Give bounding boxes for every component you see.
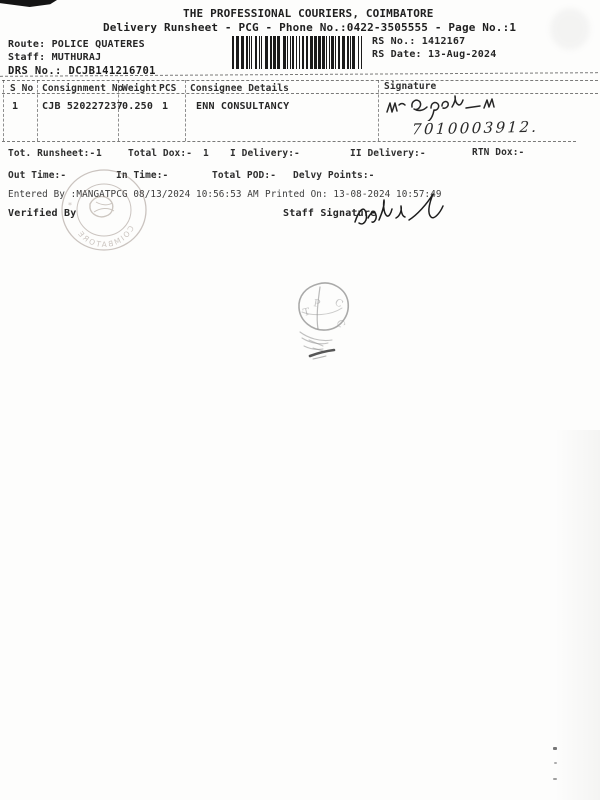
consignee-signature-phone: 7010003912. — [411, 117, 540, 139]
row-pcs: 1 — [162, 101, 169, 112]
rs-date-value: 13-Aug-2024 — [428, 49, 497, 60]
round-stamp — [58, 166, 150, 254]
out-time-label: Out Time:- — [8, 170, 67, 181]
printed-on-line: Printed On: 13-08-2024 10:57:49 — [265, 189, 442, 200]
col-header-consignment: Consignment No — [42, 83, 124, 94]
i-delivery-label: I Delivery:- — [230, 148, 300, 159]
scan-shading — [554, 430, 600, 800]
staff-value: MUTHURAJ — [51, 52, 102, 63]
rs-date-label: RS Date: — [372, 49, 422, 60]
scan-smudge — [550, 8, 590, 50]
round-stamp-text: COIMBATORE — [74, 224, 136, 250]
col-header-signature: Signature — [384, 81, 437, 92]
staff-signature-scribble — [352, 190, 452, 230]
scan-speck — [553, 747, 557, 750]
consignee-signature-scribble — [384, 95, 510, 121]
scan-speck — [554, 762, 557, 764]
in-time-label: In Time:- — [116, 170, 169, 181]
svg-text:C: C — [332, 297, 345, 311]
svg-text:C: C — [333, 318, 347, 331]
barcode-icon — [232, 36, 366, 69]
rs-no-value: 1412167 — [421, 36, 466, 47]
table-top-border — [2, 80, 598, 81]
col-header-weight: Weight — [122, 83, 157, 94]
total-pod-label: Total POD:- — [212, 170, 277, 181]
total-dox-value: 1 — [203, 148, 209, 159]
svg-text:P: P — [312, 298, 322, 311]
table-border-left — [3, 80, 4, 141]
route-value: POLICE QUATERES — [51, 39, 145, 50]
drs-label: DRS No.: — [8, 65, 62, 77]
document-subtitle: Delivery Runsheet - PCG - Phone No.:0422-3505555 - Page No.:1 — [103, 21, 517, 34]
table-divider-4 — [378, 80, 379, 141]
row-consignee: ENN CONSULTANCY — [196, 101, 290, 112]
tot-runsheet-value: 1 — [96, 148, 102, 159]
delvy-points-label: Delvy Points:- — [293, 170, 375, 181]
row-consignment-no: CJB 520227237 — [42, 101, 123, 112]
row-weight: 0.250 — [122, 101, 154, 112]
table-bottom-border — [2, 141, 576, 142]
route-line — [8, 39, 145, 50]
document-title: THE PROFESSIONAL COURIERS, COIMBATORE — [183, 7, 434, 20]
svg-text:T: T — [302, 306, 312, 319]
rtn-dox-label: RTN Dox:- — [472, 147, 525, 158]
center-seal-impression — [280, 276, 370, 366]
rs-no-label: RS No.: — [372, 36, 416, 47]
col-header-consignee: Consignee Details — [190, 83, 289, 94]
rs-date-line — [372, 49, 496, 60]
scan-artifact-mark — [0, 0, 57, 7]
tot-runsheet-label: Tot. Runsheet:- — [8, 148, 96, 159]
row-sno: 1 — [12, 101, 19, 112]
staff-line — [8, 52, 101, 63]
staff-label: Staff: — [8, 52, 46, 63]
rs-no-line — [372, 36, 465, 47]
scan-speck — [553, 778, 557, 780]
staff-signature-label: Staff Signature — [283, 208, 377, 219]
total-dox-label: Total Dox:- — [128, 148, 193, 159]
svg-text:*: * — [68, 201, 72, 210]
entered-by-line: Entered By :MANGATPCG 08/13/2024 10:56:53 AM — [8, 189, 259, 200]
ii-delivery-label: II Delivery:- — [350, 148, 426, 159]
col-header-sno: S No — [10, 83, 34, 94]
drs-value: DCJB141216701 — [68, 65, 156, 77]
table-divider-3 — [185, 80, 186, 141]
col-header-pcs: PCS — [159, 83, 177, 94]
route-label: Route: — [8, 39, 46, 50]
verified-by-label: Verified By — [8, 208, 77, 219]
table-divider-1 — [37, 80, 38, 141]
